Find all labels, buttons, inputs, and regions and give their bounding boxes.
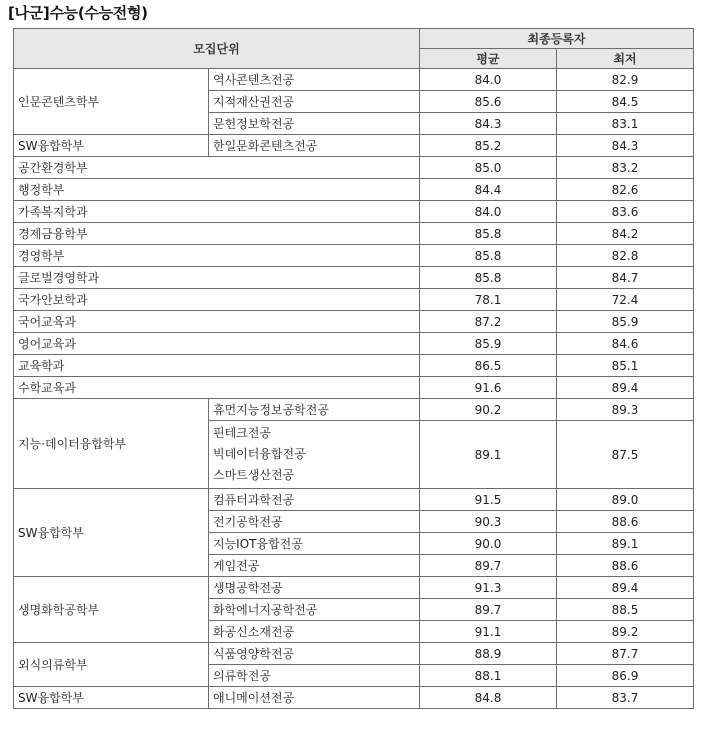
table-row — [14, 333, 694, 355]
avg-cell: 91.6 — [420, 377, 557, 399]
major-cell: 애니메이션전공 — [209, 687, 420, 709]
min-cell: 89.4 — [557, 577, 694, 599]
min-cell: 84.7 — [557, 267, 694, 289]
unit-cell: 국어교육과 — [14, 311, 420, 333]
min-cell: 72.4 — [557, 289, 694, 311]
min-cell: 84.3 — [557, 135, 694, 157]
min-cell: 88.6 — [557, 511, 694, 533]
major-cell: 지적재산권전공 — [209, 91, 420, 113]
avg-cell: 84.8 — [420, 687, 557, 709]
major-line: 스마트생산전공 — [213, 468, 295, 482]
min-cell: 87.7 — [557, 643, 694, 665]
group-cell: 인문콘텐츠학부 — [14, 69, 209, 135]
table-row — [14, 687, 694, 709]
avg-cell: 85.8 — [420, 223, 557, 245]
avg-cell: 85.2 — [420, 135, 557, 157]
table-row — [14, 179, 694, 201]
major-cell: 화공신소재전공 — [209, 621, 420, 643]
header-final-registrants: 최종등록자 — [420, 29, 694, 49]
avg-cell: 84.0 — [420, 201, 557, 223]
min-cell: 83.7 — [557, 687, 694, 709]
major-cell: 한일문화콘텐츠전공 — [209, 135, 420, 157]
unit-cell: 행정학부 — [14, 179, 420, 201]
min-cell: 84.5 — [557, 91, 694, 113]
avg-cell: 85.0 — [420, 157, 557, 179]
table-row — [14, 223, 694, 245]
table-row — [14, 157, 694, 179]
group-cell: SW융합학부 — [14, 489, 209, 577]
min-cell: 85.9 — [557, 311, 694, 333]
group-cell: SW융합학부 — [14, 135, 209, 157]
avg-cell: 85.9 — [420, 333, 557, 355]
min-cell: 84.6 — [557, 333, 694, 355]
table-row — [14, 135, 694, 157]
unit-cell: 경제금융학부 — [14, 223, 420, 245]
unit-cell: 영어교육과 — [14, 333, 420, 355]
min-cell: 88.6 — [557, 555, 694, 577]
group-cell: 생명화학공학부 — [14, 577, 209, 643]
table-row — [14, 643, 694, 665]
unit-cell: 수학교육과 — [14, 377, 420, 399]
avg-cell: 91.1 — [420, 621, 557, 643]
avg-cell: 84.4 — [420, 179, 557, 201]
avg-cell: 85.6 — [420, 91, 557, 113]
avg-cell: 89.1 — [420, 421, 557, 489]
avg-cell: 87.2 — [420, 311, 557, 333]
table-row — [14, 399, 694, 421]
min-cell: 82.8 — [557, 245, 694, 267]
major-line: 빅데이터융합전공 — [213, 447, 306, 461]
min-cell: 87.5 — [557, 421, 694, 489]
major-cell: 휴먼지능정보공학전공 — [209, 399, 420, 421]
avg-cell: 88.9 — [420, 643, 557, 665]
avg-cell: 84.3 — [420, 113, 557, 135]
major-cell: 전기공학전공 — [209, 511, 420, 533]
avg-cell: 90.2 — [420, 399, 557, 421]
major-cell: 지능IOT융합전공 — [209, 533, 420, 555]
min-cell: 86.9 — [557, 665, 694, 687]
header-average: 평균 — [420, 49, 557, 69]
major-cell: 컴퓨터과학전공 — [209, 489, 420, 511]
table-row — [14, 311, 694, 333]
table-row — [14, 577, 694, 599]
min-cell: 83.2 — [557, 157, 694, 179]
major-cell: 역사콘텐츠전공 — [209, 69, 420, 91]
table-row — [14, 377, 694, 399]
major-cell: 식품영양학전공 — [209, 643, 420, 665]
page-title: [나군]수능(수능전형) — [8, 4, 148, 22]
avg-cell: 78.1 — [420, 289, 557, 311]
avg-cell: 86.5 — [420, 355, 557, 377]
avg-cell: 88.1 — [420, 665, 557, 687]
table-row — [14, 289, 694, 311]
major-cell: 게임전공 — [209, 555, 420, 577]
header-minimum: 최저 — [557, 49, 694, 69]
table-row — [14, 355, 694, 377]
major-cell: 문헌정보학전공 — [209, 113, 420, 135]
table-row — [14, 267, 694, 289]
min-cell: 83.1 — [557, 113, 694, 135]
table-row — [14, 69, 694, 91]
avg-cell: 90.0 — [420, 533, 557, 555]
major-line: 핀테크전공 — [213, 426, 271, 440]
unit-cell: 교육학과 — [14, 355, 420, 377]
major-cell: 화학에너지공학전공 — [209, 599, 420, 621]
avg-cell: 91.5 — [420, 489, 557, 511]
table-row — [14, 489, 694, 511]
avg-cell: 89.7 — [420, 555, 557, 577]
min-cell: 89.0 — [557, 489, 694, 511]
group-cell: SW융합학부 — [14, 687, 209, 709]
min-cell: 84.2 — [557, 223, 694, 245]
table-row — [14, 245, 694, 267]
unit-cell: 경영학부 — [14, 245, 420, 267]
avg-cell: 90.3 — [420, 511, 557, 533]
header-unit: 모집단위 — [14, 29, 420, 69]
avg-cell: 85.8 — [420, 245, 557, 267]
unit-cell: 국가안보학과 — [14, 289, 420, 311]
admission-results-table — [13, 28, 694, 709]
min-cell: 82.6 — [557, 179, 694, 201]
unit-cell: 가족복지학과 — [14, 201, 420, 223]
major-cell — [209, 421, 420, 489]
major-cell: 생명공학전공 — [209, 577, 420, 599]
avg-cell: 84.0 — [420, 69, 557, 91]
avg-cell: 85.8 — [420, 267, 557, 289]
unit-cell: 글로벌경영학과 — [14, 267, 420, 289]
unit-cell: 공간환경학부 — [14, 157, 420, 179]
group-cell: 지능·데이터융합학부 — [14, 399, 209, 489]
min-cell: 88.5 — [557, 599, 694, 621]
avg-cell: 89.7 — [420, 599, 557, 621]
table-row — [14, 201, 694, 223]
avg-cell: 91.3 — [420, 577, 557, 599]
min-cell: 82.9 — [557, 69, 694, 91]
min-cell: 89.2 — [557, 621, 694, 643]
min-cell: 89.4 — [557, 377, 694, 399]
min-cell: 89.3 — [557, 399, 694, 421]
group-cell: 외식의류학부 — [14, 643, 209, 687]
major-cell: 의류학전공 — [209, 665, 420, 687]
min-cell: 83.6 — [557, 201, 694, 223]
min-cell: 85.1 — [557, 355, 694, 377]
min-cell: 89.1 — [557, 533, 694, 555]
